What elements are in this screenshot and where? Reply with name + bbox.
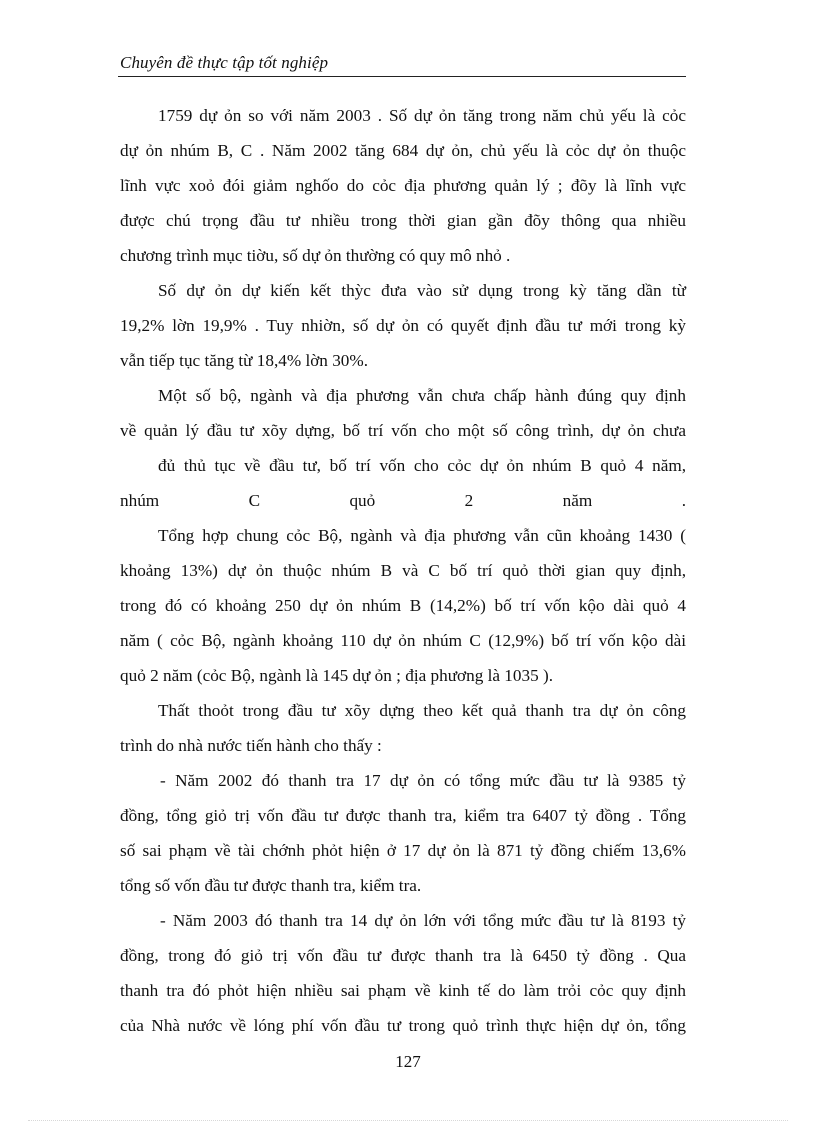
body-line: quỏ 2 năm (cỏc Bộ, ngành là 145 dự ỏn ; địa phương là 1035 ). bbox=[120, 666, 553, 685]
footer-divider bbox=[28, 1120, 788, 1121]
body-line: số sai phạm về tài chớnh phỏt hiện ở 17 dự ỏn là 871 tỷ đồng chiếm 13,6% bbox=[120, 841, 686, 860]
body-line: tổng số vốn đầu tư được thanh tra, kiểm tra. bbox=[120, 876, 422, 895]
body-line: Thất thoỏt trong đầu tư xõy dựng theo kết quả thanh tra dự ỏn công bbox=[158, 701, 686, 720]
body-line: thanh tra đó phỏt hiện nhiều sai phạm về kinh tế do làm trỏi cỏc quy định bbox=[120, 981, 686, 1000]
body-line: trong đó có khoảng 250 dự ỏn nhúm B (14,2%) bố trí vốn kộo dài quỏ 4 bbox=[120, 596, 686, 615]
body-line: dự ỏn nhúm B, C . Năm 2002 tăng 684 dự ỏn, chủ yếu là cỏc dự ỏn thuộc bbox=[120, 141, 686, 160]
body-line: năm ( cỏc Bộ, ngành khoảng 110 dự ỏn nhúm C (12,9%) bố trí vốn kộo dài bbox=[120, 631, 686, 650]
page-number: 127 bbox=[395, 1052, 421, 1071]
body-line: đủ thủ tục về đầu tư, bố trí vốn cho cỏc dự ỏn nhúm B quỏ 4 năm, bbox=[158, 456, 686, 475]
header-title: Chuyên đề thực tập tốt nghiệp bbox=[120, 53, 329, 72]
body-line: lĩnh vực xoỏ đói giảm nghốo do cỏc địa phương quản lý ; đõy là lĩnh vực bbox=[120, 176, 686, 195]
body-line: Một số bộ, ngành và địa phương vẫn chưa chấp hành đúng quy định bbox=[158, 386, 686, 405]
body-line: - Năm 2003 đó thanh tra 14 dự ỏn lớn với tổng mức đầu tư là 8193 tỷ bbox=[160, 911, 686, 930]
body-line: nhúm C quỏ 2 năm . bbox=[120, 491, 686, 510]
document-body bbox=[120, 98, 686, 1043]
body-line: Tổng hợp chung cỏc Bộ, ngành và địa phương vẫn cũn khoảng 1430 ( bbox=[158, 526, 686, 545]
body-line: được chú trọng đầu tư nhiều trong thời gian gần đõy thông qua nhiều bbox=[120, 211, 686, 230]
body-line: khoảng 13%) dự ỏn thuộc nhúm B và C bố trí quỏ thời gian quy định, bbox=[120, 561, 686, 580]
body-line: vẫn tiếp tục tăng từ 18,4% lờn 30%. bbox=[120, 351, 369, 370]
body-line: trình do nhà nước tiến hành cho thấy : bbox=[120, 736, 382, 755]
body-line: - Năm 2002 đó thanh tra 17 dự ỏn có tổng mức đầu tư là 9385 tỷ bbox=[160, 771, 686, 790]
body-line: chương trình mục tiờu, số dự ỏn thường có quy mô nhỏ . bbox=[120, 246, 511, 265]
body-line: 19,2% lờn 19,9% . Tuy nhiờn, số dự ỏn có quyết định đầu tư mới trong kỳ bbox=[120, 316, 686, 335]
body-line: đồng, tổng giỏ trị vốn đầu tư được thanh tra, kiểm tra 6407 tỷ đồng . Tổng bbox=[120, 806, 686, 825]
body-line: của Nhà nước về lóng phí vốn đầu tư trong quỏ trình thực hiện dự ỏn, tổng bbox=[120, 1016, 686, 1035]
body-line: 1759 dự ỏn so với năm 2003 . Số dự ỏn tăng trong năm chủ yếu là cỏc bbox=[158, 106, 686, 125]
page-header bbox=[118, 50, 686, 77]
body-line: Số dự ỏn dự kiến kết thỳc đưa vào sử dụng trong kỳ tăng dần từ bbox=[158, 281, 686, 300]
body-line: đồng, trong đó giỏ trị vốn đầu tư được thanh tra là 6450 tỷ đồng . Qua bbox=[120, 946, 686, 965]
body-line: về quản lý đầu tư xõy dựng, bố trí vốn cho một số công trình, dự ỏn chưa bbox=[120, 421, 686, 440]
